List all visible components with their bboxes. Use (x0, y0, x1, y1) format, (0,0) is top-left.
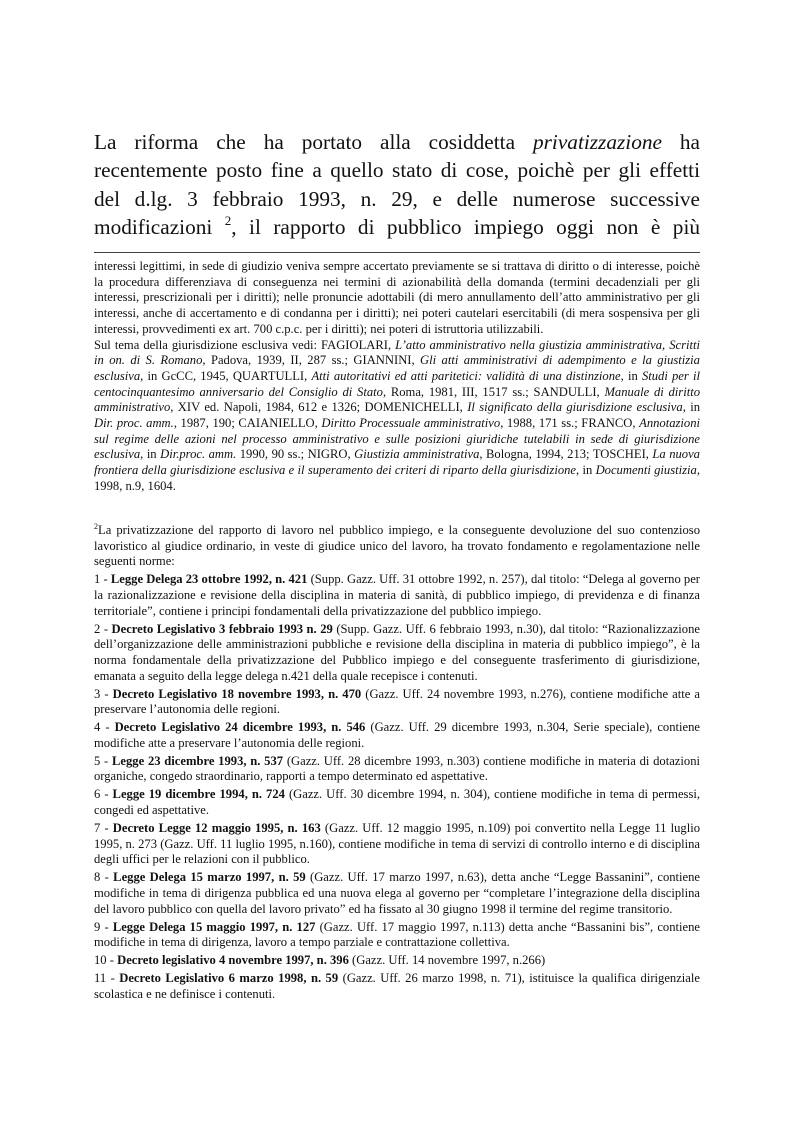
legislation-item: 1 - Legge Delega 23 ottobre 1992, n. 421 (Supp. Gazz. Uff. 31 ottobre 1992, n. 257), dal titolo: “Delega al governo per la razionalizzazione e revisione della disciplina in materia di sanità, di pubblico impiego, di previdenza e di finanza territoriale”, contiene i principi fondamentali della privatizzazione del pubblico impiego. (94, 572, 700, 618)
legislation-item: 7 - Decreto Legge 12 maggio 1995, n. 163 (Gazz. Uff. 12 maggio 1995, n.109) poi convertito nella Legge 11 luglio 1995, n. 273 (Gazz. Uff. 11 luglio 1995, n.160), contiene modifiche in tema di servizi di controllo interno e di disciplina degli uffici per le relazioni con il pubblico. (94, 820, 700, 867)
legislation-title: Legge Delega 15 marzo 1997, n. 59 (113, 870, 306, 885)
body-italic-term: privatizzazione (532, 130, 662, 154)
footnote-1-continuation (94, 259, 700, 495)
legislation-title: Decreto legislativo 4 novembre 1997, n. 396 (117, 953, 349, 968)
footnote-2 (94, 523, 700, 1002)
legislation-title: Decreto Legislativo 24 dicembre 1993, n. 546 (114, 720, 366, 735)
legislation-item: 4 - Decreto Legislativo 24 dicembre 1993, n. 546 (Gazz. Uff. 29 dicembre 1993, n.304, Serie speciale), contiene modifiche atte a preservare l’autonomia delle regioni. (94, 720, 700, 750)
body-line-4 (94, 213, 700, 241)
body-line-2: recentemente posto fine a quello stato di cose, poichè per gli effetti (94, 158, 700, 183)
legislation-title: Decreto Legislativo 6 marzo 1998, n. 59 (119, 971, 339, 986)
body-text: ha (679, 130, 701, 154)
footnote-number: 2 (94, 522, 98, 531)
footnote-reference[interactable]: 2 (224, 213, 232, 229)
body-text: , il rapporto di pubblico impiego oggi non è più (231, 215, 701, 240)
footnote-bibliography: Sul tema della giurisdizione esclusiva vedi: FAGIOLARI, L’atto amministrativo nella giustizia amministrativa, Scritti in on. di S. Romano, Padova, 1939, II, 287 ss.; GIANNINI, Gli atti amministrativi di adempimento e la giustizia esclusiva, in GcCC, 1945, QUARTULLI, Atti autoritativi ed atti paritetici: validità di una distinzione, in Studi per il centocinquantesimo anniversario del Consiglio di Stato, Roma, 1981, III, 1517 ss.; SANDULLI, Manuale di diritto amministrativo, XIV ed. Napoli, 1984, 612 e 1326; DOMENICHELLI, Il significato della giurisdizione esclusiva, in Dir. proc. amm., 1987, 190; CAIANIELLO, Diritto Processuale amministrativo, 1988, 171 ss.; FRANCO, Annotazioni sul regime delle azioni nel processo amministrativo e sulle posizioni giuridiche tutelabili in sede di giurisdizione esclusiva, in Dir.proc. amm. 1990, 90 ss.; NIGRO, Giustizia amministrativa, Bologna, 1994, 213; TOSCHEI, La nuova frontiera della giurisdizione esclusiva e il superamento dei criteri di riparto della giurisdizione, in Documenti giustizia, 1998, n.9, 1604. (94, 337, 701, 493)
legislation-title: Legge Delega 15 maggio 1997, n. 127 (112, 919, 316, 934)
legislation-title: Decreto Legislativo 3 febbraio 1993 n. 29 (111, 621, 333, 636)
legislation-item: 9 - Legge Delega 15 maggio 1997, n. 127 (Gazz. Uff. 17 maggio 1997, n.113) detta anche “Bassanini bis”, contiene modifiche in tema di dirigenza, lavoro a tempo parziale e contrattazione collettiva. (94, 919, 700, 950)
legislation-item: 2 - Decreto Legislativo 3 febbraio 1993 n. 29 (Supp. Gazz. Uff. 6 febbraio 1993, n.30), dal titolo: “Razionalizzazione dell’organizzazione delle amministrazioni pubbliche e revisione della disciplina in materia di pubblico impiego”, è la norma fondamentale della privatizzazione del Pubblico impiego e del conseguente trasferimento di giurisdizione, emanata a seguito della legge delega n.421 della quale recepisce i contenuti. (94, 621, 700, 683)
legislation-title: Legge 23 dicembre 1993, n. 537 (112, 753, 284, 768)
footnote-2-intro: $^2$La privatizzazione del rapporto di lavoro nel pubblico impiego, e la conseguente devoluzione del suo contenzioso lavoristico al giudice ordinario, in veste di giudice unico del lavoro, ha trovato fondamento e regolamentazione nelle seguenti norme: (94, 522, 700, 569)
legislation-title: Decreto Legislativo 18 novembre 1993, n. 470 (112, 686, 362, 701)
body-paragraph (94, 128, 700, 242)
legislation-item: 3 - Decreto Legislativo 18 novembre 1993, n. 470 (Gazz. Uff. 24 novembre 1993, n.276), contiene modifiche atte a preservare l’autonomia delle regioni. (94, 686, 700, 717)
body-line-1 (94, 128, 700, 156)
legislation-item: 10 - Decreto legislativo 4 novembre 1997, n. 396 (Gazz. Uff. 14 novembre 1997, n.266) (94, 953, 546, 968)
legislation-title: Legge Delega 23 ottobre 1992, n. 421 (110, 572, 308, 587)
legislation-list (94, 572, 700, 1002)
body-text: modificazioni (94, 215, 213, 240)
legislation-item: 11 - Decreto Legislativo 6 marzo 1998, n. 59 (Gazz. Uff. 26 marzo 1998, n. 71), istituisce la qualifica dirigenziale scolastica e ne definisce i contenuti. (94, 971, 700, 1001)
legislation-item: 6 - Legge 19 dicembre 1994, n. 724 (Gazz. Uff. 30 dicembre 1994, n. 304), contiene modifiche in tema di permessi, congedi ed aspettative. (94, 787, 700, 818)
legislation-item: 5 - Legge 23 dicembre 1993, n. 537 (Gazz. Uff. 28 dicembre 1993, n.303) contiene modifiche in materia di dotazioni organiche, congedo straordinario, rapporti a tempo determinato ed aspettative. (94, 753, 700, 784)
footnote-separator (94, 252, 700, 253)
body-line-3: del d.lg. 3 febbraio 1993, n. 29, e delle numerose successive (94, 186, 700, 211)
legislation-title: Decreto Legge 12 maggio 1995, n. 163 (112, 820, 321, 835)
body-text: La riforma che ha portato alla cosiddetta (94, 130, 516, 154)
legislation-item: 8 - Legge Delega 15 marzo 1997, n. 59 (Gazz. Uff. 17 marzo 1997, n.63), detta anche “Legge Bassanini”, contiene modifiche in tema di dirigenza pubblica ed una nuova elega al governo per “completare l’integrazione della disciplina del lavoro pubblico con quella del lavoro privato” ed ha fissato al 30 giugno 1998 il termine del regime transitorio. (94, 870, 701, 916)
legislation-title: Legge 19 dicembre 1994, n. 724 (112, 787, 285, 802)
footnote-paragraph: interessi legittimi, in sede di giudizio veniva sempre accertato previamente se si trattava di diritto o di interesse, poichè la procedura differenziava di conseguenza nei termini di azionabilità della domanda (termini decadenziali per gli interessi, prescrizionali per i diritti); nelle pronuncie adottabili (di mero annullamento dell’atto amministrativo per gli interessi, anche di accertamento e di condanna per i diritti); nei poteri cautelari esercitabili (di mera sospensiva per gli interessi, provvedimenti ex art. 700 c.p.c. per i diritti); nei poteri di istruttoria utilizzabili. (94, 259, 700, 336)
